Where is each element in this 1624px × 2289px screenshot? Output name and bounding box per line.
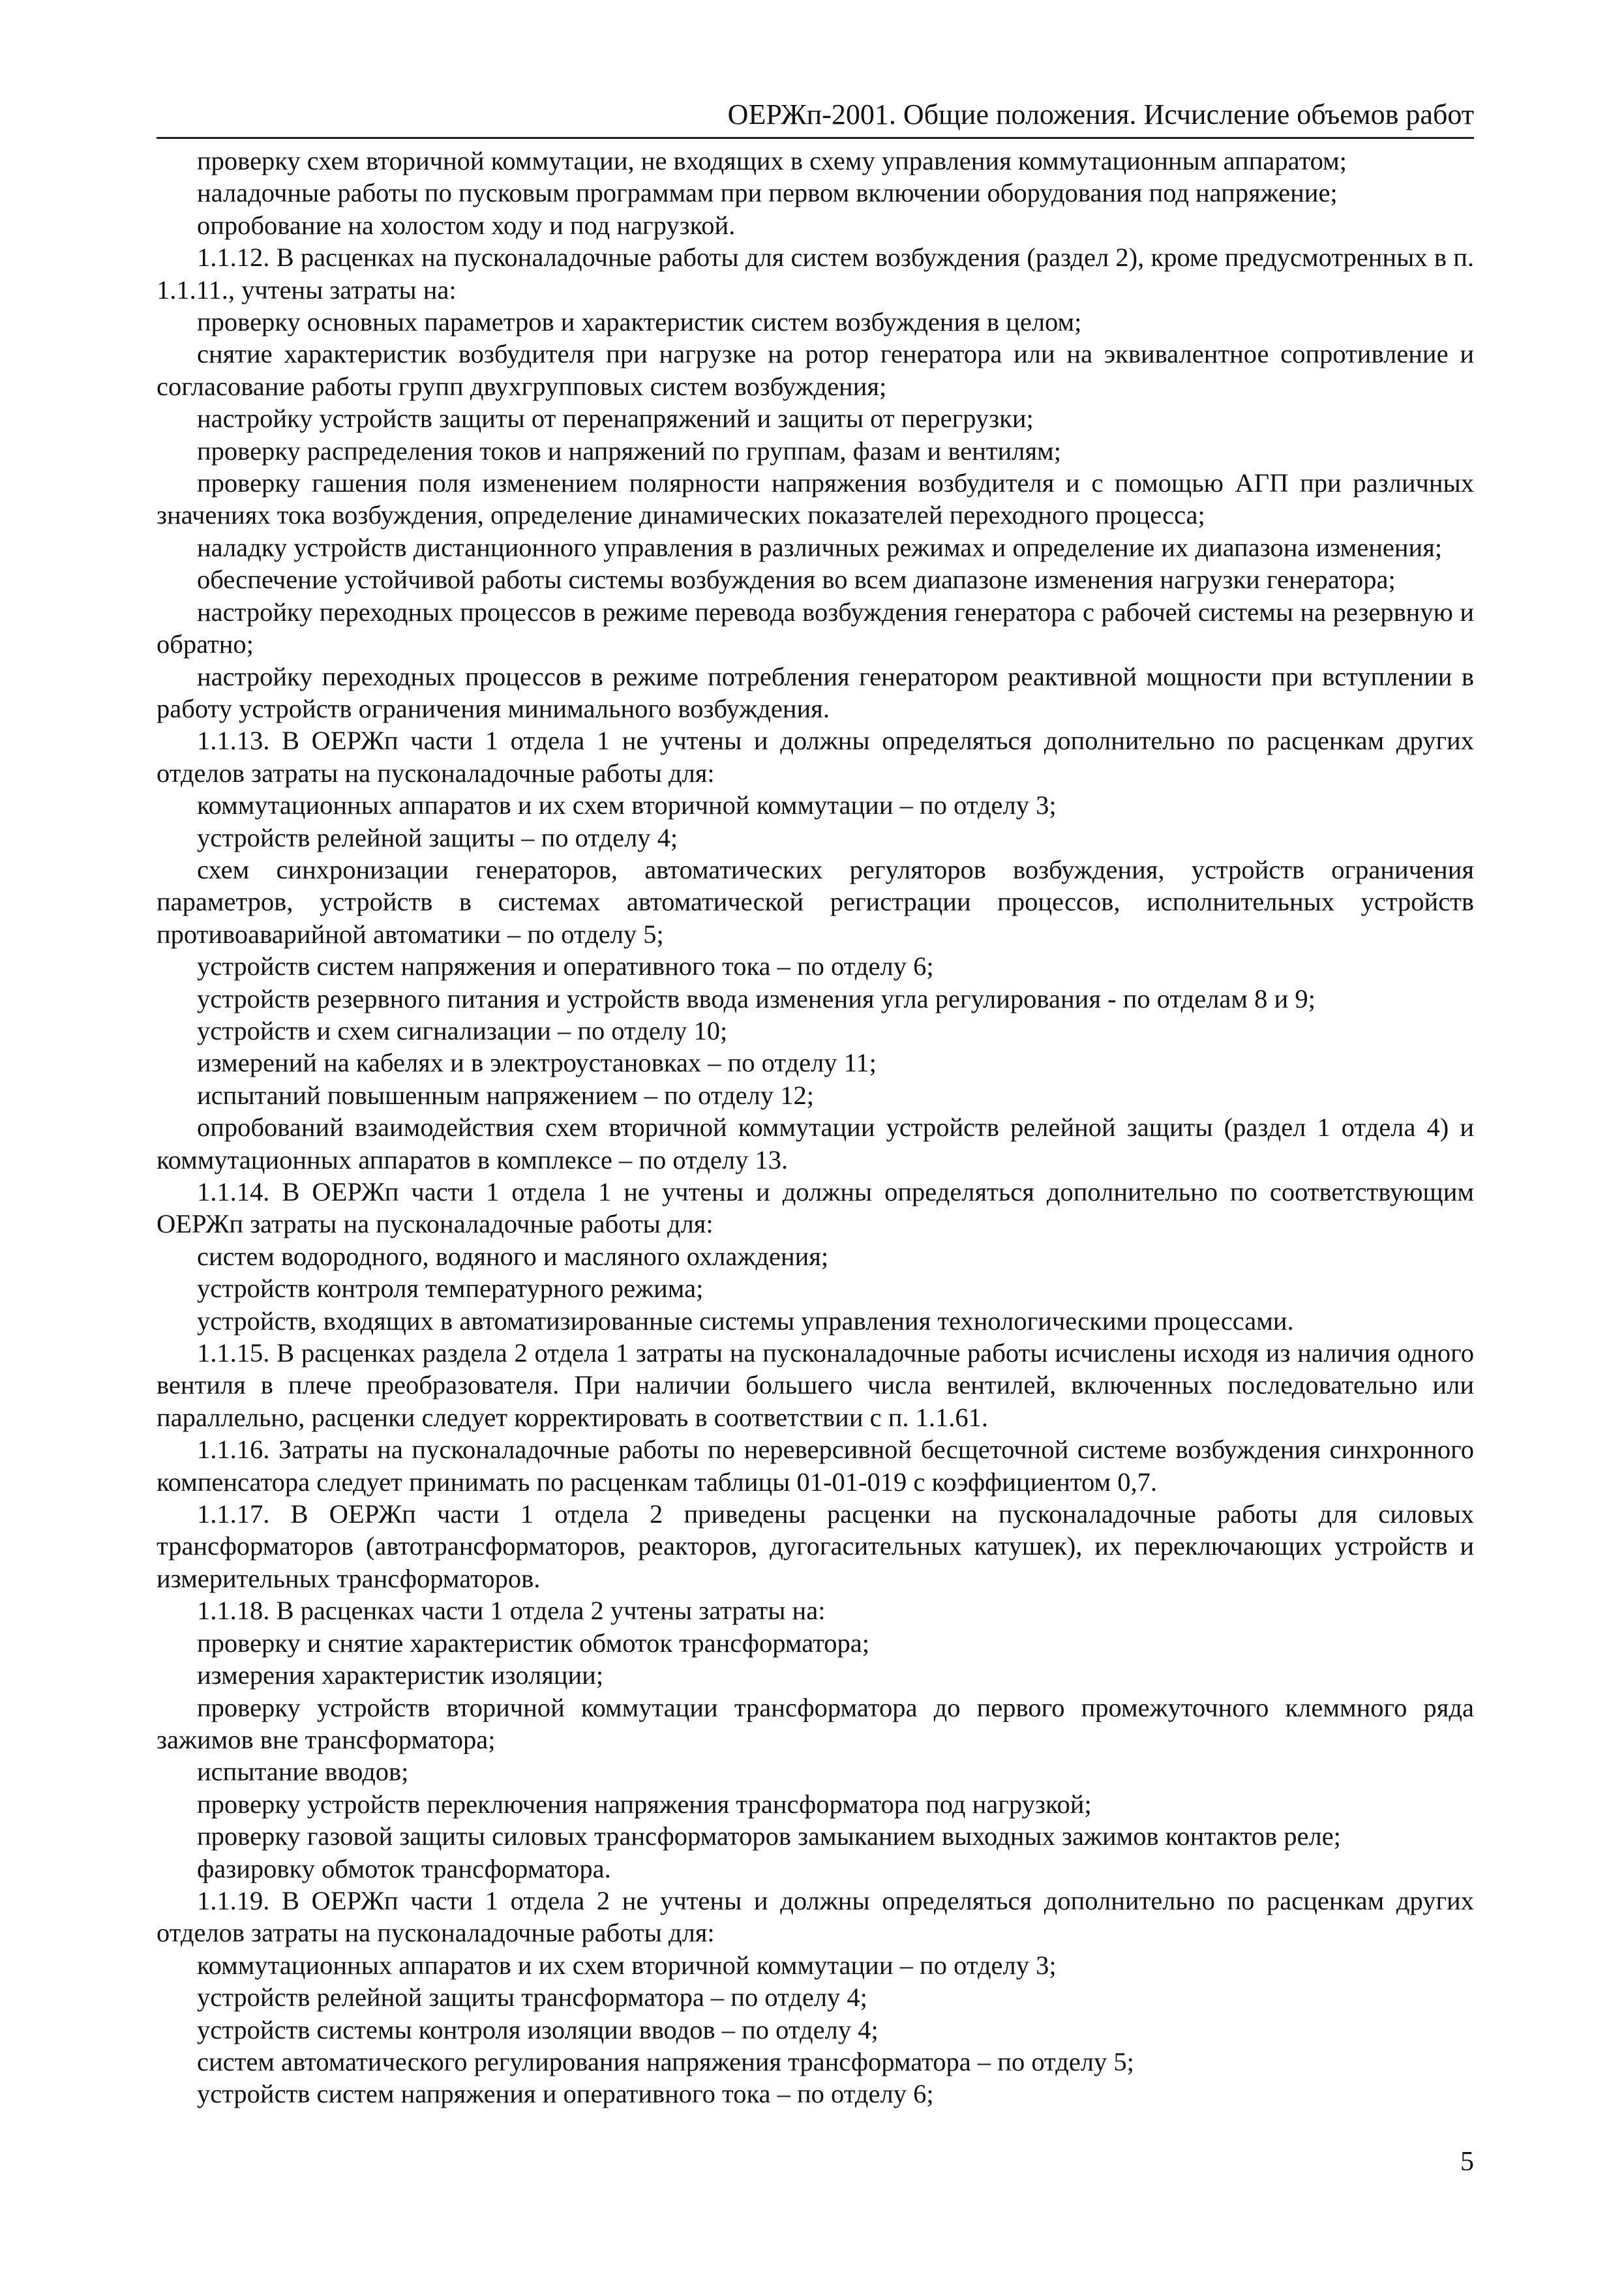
paragraph: устройств резервного питания и устройств ввода изменения угла регулирования - по отделам 8 и 9; [197,983,1316,1013]
paragraph: проверку устройств вторичной коммутации трансформатора до первого промежуточного клеммного ряда зажимов вне трансформатора; [157,1692,1474,1754]
paragraph: устройств контроля температурного режима; [197,1274,704,1304]
clause-1-1-18: 1.1.18. В расценках части 1 отдела 2 учтены затраты на: [197,1596,826,1626]
clause-1-1-16: 1.1.16. Затраты на пусконаладочные работы по нереверсивной бесщеточной системе возбуждения синхронного компенсатора следует принимать по расценкам таблицы 01-01-019 с коэффициентом 0,7. [157,1435,1474,1497]
paragraph: снятие характеристик возбудителя при нагрузке на ротор генератора или на эквивалентное сопротивление и согласование работы групп двухгрупповых систем возбуждения; [157,339,1474,401]
body-text [157,145,1474,2110]
paragraph: устройств и схем сигнализации – по отделу 10; [197,1015,728,1045]
clause-1-1-17: 1.1.17. В ОЕРЖп части 1 отдела 2 приведены расценки на пусконаладочные работы для силовых трансформаторов (автотрансформаторов, реакторов, дугогасительных катушек), их переключающих устройств и измерительных трансформаторов. [157,1499,1474,1593]
paragraph: систем автоматического регулирования напряжения трансформатора – по отделу 5; [197,2046,1134,2076]
paragraph: проверку основных параметров и характеристик систем возбуждения в целом; [197,307,1082,337]
paragraph: опробование на холостом ходу и под нагрузкой. [197,210,736,240]
paragraph: наладочные работы по пусковым программам при первом включении оборудования под напряжение; [197,178,1338,208]
paragraph: устройств релейной защиты – по отделу 4; [197,822,678,852]
paragraph: настройку переходных процессов в режиме потребления генератором реактивной мощности при вступлении в работу устройств ограничения минимального возбуждения. [157,661,1474,723]
paragraph: коммутационных аппаратов и их схем вторичной коммутации – по отделу 3; [197,790,1057,820]
paragraph: испытаний повышенным напряжением – по отделу 12; [197,1080,814,1110]
paragraph: систем водородного, водяного и масляного охлаждения; [197,1241,829,1271]
paragraph: опробований взаимодействия схем вторичной коммутации устройств релейной защиты (раздел 1 отдела 4) и коммутационных аппаратов в комплексе – по отделу 13. [157,1113,1474,1174]
clause-1-1-15: 1.1.15. В расценках раздела 2 отдела 1 затраты на пусконаладочные работы исчислены исходя из наличия одного вентиля в плече преобразователя. При наличии большего числа вентилей, включенных последовательно или параллельно, расценки следует корректировать в соответствии с п. 1.1.61. [157,1338,1474,1432]
paragraph: измерения характеристик изоляции; [197,1660,604,1690]
paragraph: наладку устройств дистанционного управления в различных режимах и определение их диапазона изменения; [197,532,1443,562]
paragraph: настройку устройств защиты от перенапряжений и защиты от перегрузки; [197,404,1034,434]
paragraph: фазировку обмоток трансформатора. [197,1853,611,1883]
paragraph: проверку гашения поля изменением полярности напряжения возбудителя и с помощью АГП при различных значениях тока возбуждения, определение динамических показателей переходного процесса; [157,468,1474,530]
paragraph: коммутационных аппаратов и их схем вторичной коммутации – по отделу 3; [197,1950,1057,1980]
running-header: ОЕРЖп-2001. Общие положения. Исчисление объемов работ [727,98,1474,130]
paragraph: проверку схем вторичной коммутации, не входящих в схему управления коммутационным аппаратом; [197,146,1347,175]
paragraph: устройств системы контроля изоляции вводов – по отделу 4; [197,2014,879,2044]
paragraph: испытание вводов; [197,1757,409,1787]
header-rule [157,137,1474,139]
paragraph: обеспечение устойчивой работы системы возбуждения во всем диапазоне изменения нагрузки генератора; [197,565,1396,595]
paragraph: схем синхронизации генераторов, автоматических регуляторов возбуждения, устройств ограничения параметров, устройств в системах автоматической регистрации процессов, исполнительных устройств противоаварийной автоматики – по отделу 5; [157,854,1474,949]
paragraph: измерений на кабелях и в электроустановках – по отделу 11; [197,1048,877,1078]
paragraph: устройств, входящих в автоматизированные системы управления технологическими процессами. [197,1306,1294,1336]
paragraph: устройств систем напряжения и оперативного тока – по отделу 6; [197,951,934,981]
paragraph: настройку переходных процессов в режиме перевода возбуждения генератора с рабочей системы на резервную и обратно; [157,597,1474,659]
paragraph: устройств систем напряжения и оперативного тока – по отделу 6; [197,2079,934,2109]
clause-1-1-13: 1.1.13. В ОЕРЖп части 1 отдела 1 не учтены и должны определяться дополнительно по расценкам других отделов затраты на пусконаладочные работы для: [157,726,1474,788]
paragraph: проверку газовой защиты силовых трансформаторов замыканием выходных зажимов контактов реле; [197,1821,1341,1851]
paragraph: проверку устройств переключения напряжения трансформатора под нагрузкой; [197,1789,1092,1819]
paragraph: проверку распределения токов и напряжений по группам, фазам и вентилям; [197,436,1061,466]
page-number: 5 [1460,2147,1474,2177]
paragraph: устройств релейной защиты трансформатора – по отделу 4; [197,1982,867,2012]
clause-1-1-12: 1.1.12. В расценках на пусконаладочные работы для систем возбуждения (раздел 2), кроме предусмотренных в п. 1.1.11., учтены затраты на: [157,243,1474,305]
paragraph: проверку и снятие характеристик обмоток трансформатора; [197,1628,870,1658]
clause-1-1-19: 1.1.19. В ОЕРЖп части 1 отдела 2 не учтены и должны определяться дополнительно по расценкам других отделов затраты на пусконаладочные работы для: [157,1885,1474,1948]
clause-1-1-14: 1.1.14. В ОЕРЖп части 1 отдела 1 не учтены и должны определяться дополнительно по соответствующим ОЕРЖп затраты на пусконаладочные работы для: [157,1177,1474,1239]
